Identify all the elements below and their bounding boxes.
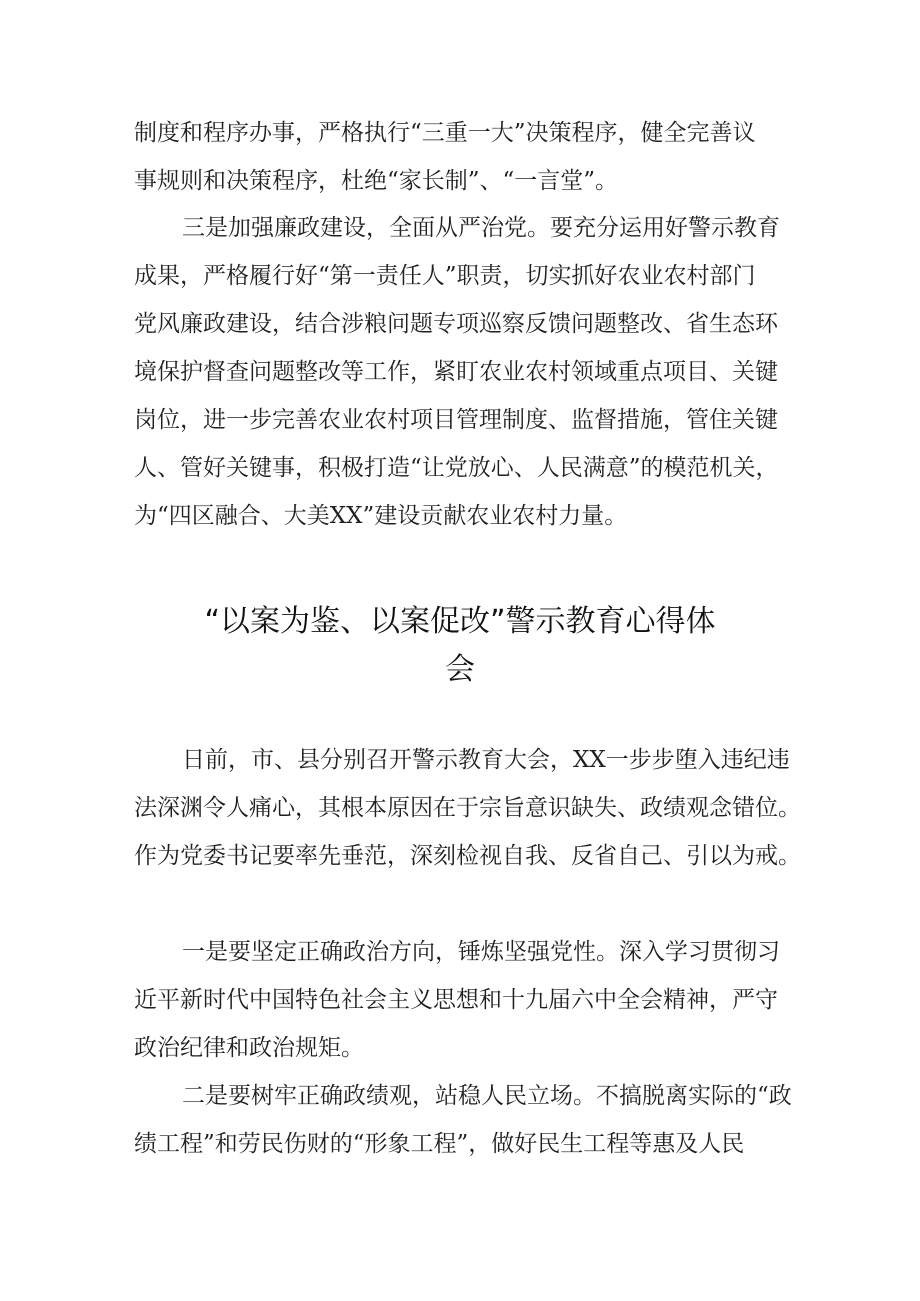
paragraph-line: 日前，市、县分别召开警示教育大会，XX一步步堕入违纪违 (182, 747, 790, 773)
paragraph-line: 绩工程”和劳民伤财的“形象工程”，做好民生工程等惠及人民 (134, 1131, 745, 1157)
paragraph-line: 人、管好关键事，积极打造“让党放心、人民满意”的模范机关， (134, 455, 779, 481)
paragraph-line: 法深渊令人痛心，其根本原因在于宗旨意识缺失、政绩观念错位。 (134, 795, 801, 821)
paragraph-line: 为“四区融合、大美XX”建设贡献农业农村力量。 (134, 503, 628, 529)
paragraph-line: 境保护督查问题整改等工作，紧盯农业农村领域重点项目、关键 (134, 359, 778, 385)
paragraph-line: 岗位，进一步完善农业农村项目管理制度、监督措施，管住关键 (134, 407, 778, 433)
paragraph-line: 成果，严格履行好“第一责任人”职责，切实抓好农业农村部门 (134, 263, 756, 289)
paragraph-line: 制度和程序办事，严格执行“三重一大”决策程序，健全完善议 (134, 120, 756, 146)
paragraph-line: 近平新时代中国特色社会主义思想和十九届六中全会精神，严守 (134, 987, 778, 1013)
paragraph-line: 三是加强廉政建设，全面从严治党。要充分运用好警示教育 (182, 215, 780, 241)
paragraph-line: 作为党委书记要率先垂范，深刻检视自我、反省自己、引以为戒。 (134, 843, 801, 869)
section-title: “以案为鉴、以案促改”警示教育心得体 (204, 604, 716, 639)
paragraph-line: 政治纪律和政治规矩。 (134, 1035, 364, 1061)
section-title-continued: 会 (445, 652, 475, 687)
paragraph-line: 二是要树牢正确政绩观，站稳人民立场。不搞脱离实际的“政 (182, 1083, 792, 1109)
paragraph-line: 事规则和决策程序，杜绝“家长制”、“一言堂”。 (134, 168, 619, 194)
paragraph-line: 党风廉政建设，结合涉粮问题专项巡察反馈问题整改、省生态环 (134, 311, 778, 337)
paragraph-line: 一是要坚定正确政治方向，锤炼坚强党性。深入学习贯彻习 (182, 939, 780, 965)
